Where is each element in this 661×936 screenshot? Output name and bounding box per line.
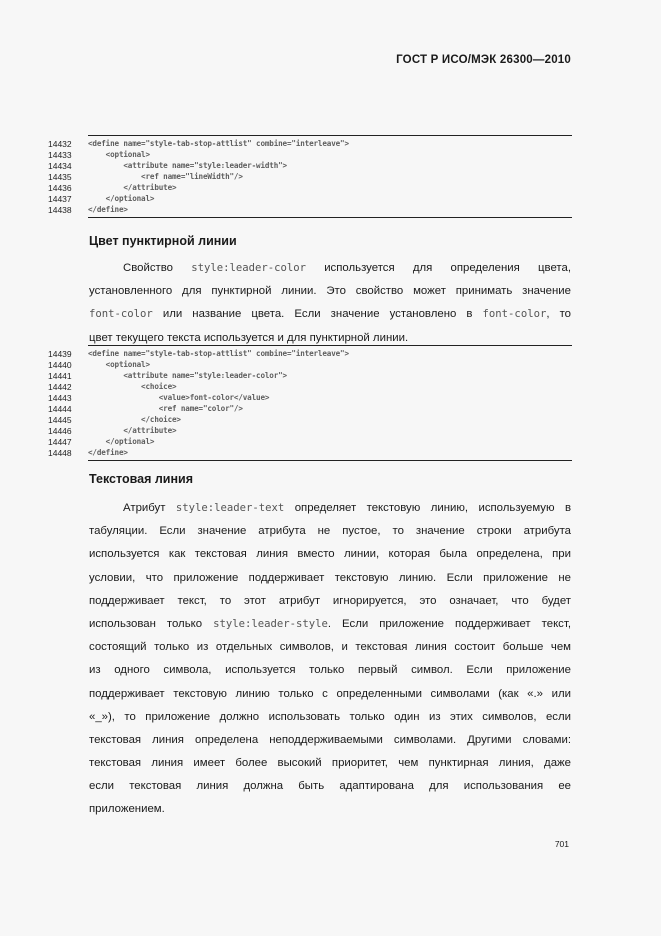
- code-line: [48, 392, 572, 403]
- text-run: или название цвета. Если значение установлено в: [152, 308, 483, 321]
- code-term: font-color: [482, 308, 547, 321]
- code-rule-bottom: [88, 217, 572, 218]
- code-text: </choice>: [88, 415, 181, 424]
- text-line: [89, 257, 571, 280]
- code-text: <optional>: [88, 150, 150, 159]
- line-number: 14433: [48, 149, 72, 160]
- code-line: [48, 370, 572, 381]
- code-line: [48, 447, 572, 458]
- line-number: 14437: [48, 193, 72, 204]
- text-run: табуляции. Если значение атрибута не пустое, то значение строки атрибута: [89, 525, 571, 538]
- code-line: [48, 359, 572, 370]
- text-run: используется как текстовая линия вместо линии, которая была определена, при: [89, 548, 571, 561]
- code-block-2: [48, 345, 572, 461]
- code-rule-top: [88, 345, 572, 346]
- text-line: [89, 303, 571, 326]
- line-number: 14440: [48, 359, 72, 370]
- text-line: [89, 659, 571, 682]
- text-run: текстовая линия имеет более высокий приоритет, чем пунктирная линия, даже: [89, 757, 571, 770]
- line-number: 14438: [48, 204, 72, 215]
- line-number: 14435: [48, 171, 72, 182]
- code-text: <optional>: [88, 360, 150, 369]
- text-run: , то: [546, 308, 571, 321]
- code-line: [48, 403, 572, 414]
- code-text: <define name="style-tab-stop-attlist" combine="interleave">: [88, 139, 349, 148]
- code-text: <value>font-color</value>: [88, 393, 270, 402]
- text-line: [89, 280, 571, 303]
- text-line: [89, 775, 571, 798]
- text-line: [89, 590, 571, 613]
- code-term: font-color: [89, 308, 153, 321]
- text-run: используется для определения цвета,: [306, 262, 571, 274]
- text-run: «_»), то приложение должно использовать только один из этих символов, если: [89, 710, 571, 723]
- text-run: текстовая линия определена неподдерживаемыми символами. Другими словами:: [89, 733, 571, 746]
- line-number: 14444: [48, 403, 72, 414]
- text-line: [89, 798, 571, 821]
- code-text: <define name="style-tab-stop-attlist" combine="interleave">: [88, 349, 349, 358]
- code-line: [48, 182, 572, 193]
- text-run: использован только: [89, 617, 214, 630]
- line-number: 14445: [48, 414, 72, 425]
- text-run: условии, что приложение поддерживает текстовую линию. Если приложение не: [89, 571, 571, 584]
- text-line: [89, 613, 571, 636]
- text-run: если текстовая линия должна быть адаптирована для использования ее: [89, 780, 571, 793]
- text-line: [89, 543, 571, 566]
- line-number: 14442: [48, 381, 72, 392]
- code-text: <choice>: [88, 382, 177, 391]
- text-run: определяет текстовую линию, используемую в: [284, 502, 571, 514]
- code-line: [48, 348, 572, 359]
- text-line: [89, 520, 571, 543]
- text-run: Атрибут: [123, 502, 176, 514]
- line-number: 14439: [48, 348, 72, 359]
- code-text: </optional>: [88, 437, 155, 446]
- page-number: 701: [554, 839, 569, 849]
- code-line: [48, 138, 572, 149]
- section-heading-leader-text: Текстовая линия: [89, 472, 193, 486]
- code-term: style:leader-text: [175, 502, 285, 514]
- code-term: style:leader-style: [213, 617, 328, 630]
- text-line: [89, 752, 571, 775]
- code-line: [48, 414, 572, 425]
- code-block-1: [48, 135, 572, 218]
- text-run: из одного символа, используется только первый символ. Если приложение: [89, 664, 571, 677]
- text-line: [89, 729, 571, 752]
- section-heading-leader-color: Цвет пунктирной линии: [89, 234, 237, 248]
- text-run: Свойство: [123, 262, 192, 274]
- text-run: поддерживает текст, то этот атрибут игнорируется, это означает, что будет: [89, 594, 571, 607]
- text-run: поддерживает текстовую линию только с определенными символами (как «.» или: [89, 687, 571, 700]
- code-text: <attribute name="style:leader-color">: [88, 371, 287, 380]
- code-line: [48, 381, 572, 392]
- code-text: </attribute>: [88, 183, 177, 192]
- text-line: [89, 567, 571, 590]
- text-run: приложением.: [89, 803, 165, 816]
- line-number: 14434: [48, 160, 72, 171]
- code-text: <attribute name="style:leader-width">: [88, 161, 287, 170]
- code-text: </define>: [88, 205, 128, 214]
- code-text: <ref name="color"/>: [88, 404, 243, 413]
- text-line: [89, 683, 571, 706]
- code-line: [48, 149, 572, 160]
- code-line: [48, 425, 572, 436]
- line-number: 14447: [48, 436, 72, 447]
- text-line: [89, 636, 571, 659]
- text-line: [89, 497, 571, 520]
- text-run: состоящий только из отдельных символов, и текстовая линия состоит больше чем: [89, 641, 571, 654]
- code-line: [48, 436, 572, 447]
- code-text: <ref name="lineWidth"/>: [88, 172, 243, 181]
- code-rule-top: [88, 135, 572, 136]
- text-line: [89, 706, 571, 729]
- paragraph-leader-color: [89, 257, 571, 350]
- code-text: </optional>: [88, 194, 155, 203]
- code-text: </attribute>: [88, 426, 177, 435]
- text-run: установленного для пунктирной линии. Это свойство может принимать значение: [89, 285, 571, 298]
- line-number: 14443: [48, 392, 72, 403]
- code-line: [48, 193, 572, 204]
- code-text: </define>: [88, 448, 128, 457]
- code-term: style:leader-color: [191, 262, 307, 274]
- text-run: цвет текущего текста используется и для пунктирной линии.: [89, 331, 409, 344]
- line-number: 14446: [48, 425, 72, 436]
- code-line: [48, 204, 572, 215]
- code-line: [48, 160, 572, 171]
- line-number: 14432: [48, 138, 72, 149]
- line-number: 14436: [48, 182, 72, 193]
- code-rule-bottom: [88, 460, 572, 461]
- paragraph-leader-text: [89, 497, 571, 822]
- code-line: [48, 171, 572, 182]
- document-header: ГОСТ Р ИСО/МЭК 26300—2010: [396, 54, 571, 66]
- line-number: 14441: [48, 370, 72, 381]
- text-run: . Если приложение поддерживает текст,: [327, 617, 571, 630]
- line-number: 14448: [48, 447, 72, 458]
